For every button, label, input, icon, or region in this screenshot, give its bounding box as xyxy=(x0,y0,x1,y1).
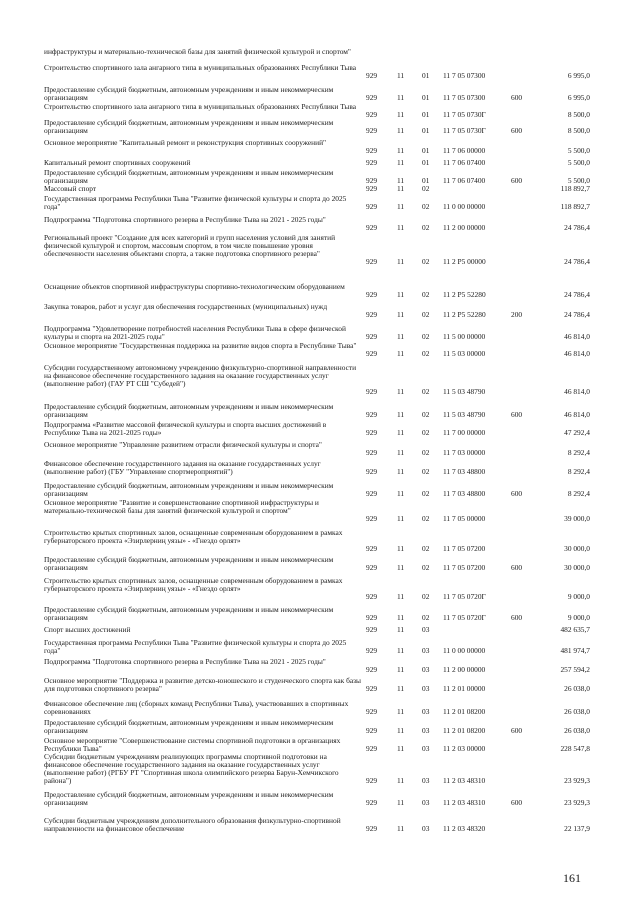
row-name: Строительство спортивного зала ангарного типа в муниципальных образованиях Республики Тыва xyxy=(44,102,357,111)
table-row xyxy=(0,626,639,634)
row-name: Предоставление субсидий бюджетным, автономным учреждениям и иным некоммерческим организациям xyxy=(44,168,334,186)
table-row xyxy=(0,119,639,135)
row-name: Государственная программа Республики Тыва "Развитие физической культуры и спорта до 2025 года" xyxy=(44,194,347,212)
expense-type-code: 600 xyxy=(511,176,523,185)
subsection-code: 01 xyxy=(422,93,430,102)
admin-code: 929 xyxy=(366,665,378,674)
section-code: 11 xyxy=(397,71,405,80)
row-name: Субсидии бюджетным учреждениям дополнительного образования физкультурно-спортивной направленности на финансовое обеспечение xyxy=(44,816,341,834)
subsection-code: 02 xyxy=(422,467,430,476)
section-code: 11 xyxy=(397,744,405,753)
admin-code: 929 xyxy=(366,684,378,693)
expense-type-code: 600 xyxy=(511,798,523,807)
amount: 118 892,7 xyxy=(560,184,590,193)
admin-code: 929 xyxy=(366,290,378,299)
section-code: 11 xyxy=(397,223,405,232)
subsection-code: 02 xyxy=(422,613,430,622)
table-row xyxy=(0,482,639,498)
subsection-code: 02 xyxy=(422,544,430,553)
subsection-code: 03 xyxy=(422,707,430,716)
subsection-code: 03 xyxy=(422,776,430,785)
admin-code: 929 xyxy=(366,387,378,396)
table-row xyxy=(0,169,639,185)
section-code: 11 xyxy=(397,489,405,498)
target-article-code: 11 7 05 0730Г xyxy=(443,110,486,119)
amount: 482 635,7 xyxy=(560,625,590,634)
table-row xyxy=(0,159,639,167)
target-article-code: 11 2 01 00000 xyxy=(443,684,486,693)
section-code: 11 xyxy=(397,349,405,358)
section-code: 11 xyxy=(397,563,405,572)
table-row xyxy=(0,719,639,735)
subsection-code: 02 xyxy=(422,489,430,498)
admin-code: 929 xyxy=(366,824,378,833)
section-code: 11 xyxy=(397,625,405,634)
admin-code: 929 xyxy=(366,514,378,523)
row-name: Подпрограмма "Удовлетворение потребностей населения Республики Тыва в сфере физической культуры и спорта на 2021-2025 годы" xyxy=(44,324,346,342)
admin-code: 929 xyxy=(366,798,378,807)
row-name: Субсидии государственному автономному учреждению физкультурно-спортивной направленности на финансовое обеспечение государственного задания на оказание государственных услуг (выполнение работ) (ГАУ РТ СШ "Субедей") xyxy=(44,363,357,389)
table-row xyxy=(0,577,639,601)
table-row xyxy=(0,556,639,572)
amount: 9 000,0 xyxy=(567,613,590,622)
section-code: 11 xyxy=(397,824,405,833)
admin-code: 929 xyxy=(366,71,378,80)
target-article-code: 11 7 05 07200 xyxy=(443,544,486,553)
section-code: 11 xyxy=(397,202,405,211)
amount: 24 786,4 xyxy=(564,223,590,232)
admin-code: 929 xyxy=(366,158,378,167)
subsection-code: 02 xyxy=(422,184,430,193)
table-row xyxy=(0,283,639,299)
amount: 46 814,0 xyxy=(564,349,590,358)
row-name: Предоставление субсидий бюджетным, автономным учреждениям и иным некоммерческим организациям xyxy=(44,85,334,103)
subsection-code: 02 xyxy=(422,257,430,266)
amount: 39 000,0 xyxy=(564,514,590,523)
row-name: Подпрограмма "Подготовка спортивного резерва в Республике Тыва на 2021 - 2025 годы" xyxy=(44,657,326,666)
amount: 8 292,4 xyxy=(567,448,590,457)
expense-type-code: 600 xyxy=(511,563,523,572)
admin-code: 929 xyxy=(366,93,378,102)
section-code: 11 xyxy=(397,110,405,119)
row-name: Региональный проект "Создание для всех категорий и групп населения условий для занятий физической культурой и спортом, массовым спортом, в том числе повышение уровня обеспеченности населения объектами спорта, а также подготовка спортивного резерва" xyxy=(44,233,336,259)
row-name: Предоставление субсидий бюджетным, автономным учреждениям и иным некоммерческим организациям xyxy=(44,402,334,420)
admin-code: 929 xyxy=(366,110,378,119)
amount: 118 892,7 xyxy=(560,202,590,211)
subsection-code: 01 xyxy=(422,71,430,80)
subsection-code: 01 xyxy=(422,176,430,185)
admin-code: 929 xyxy=(366,646,378,655)
table-row xyxy=(0,817,639,833)
section-code: 11 xyxy=(397,428,405,437)
amount: 23 929,3 xyxy=(564,798,590,807)
admin-code: 929 xyxy=(366,489,378,498)
target-article-code: 11 7 05 07300 xyxy=(443,71,486,80)
row-name: Основное мероприятие "Развитие и совершенствование спортивной инфраструктуры и материально-технической базы для занятий физической культурой и спортом" xyxy=(44,498,319,516)
subsection-code: 02 xyxy=(422,514,430,523)
amount: 23 929,3 xyxy=(564,776,590,785)
subsection-code: 03 xyxy=(422,646,430,655)
subsection-code: 03 xyxy=(422,726,430,735)
admin-code: 929 xyxy=(366,257,378,266)
section-code: 11 xyxy=(397,707,405,716)
amount: 22 137,9 xyxy=(564,824,590,833)
subsection-code: 02 xyxy=(422,349,430,358)
section-code: 11 xyxy=(397,146,405,155)
table-row xyxy=(0,441,639,457)
subsection-code: 02 xyxy=(422,387,430,396)
admin-code: 929 xyxy=(366,410,378,419)
amount: 24 786,4 xyxy=(564,290,590,299)
admin-code: 929 xyxy=(366,202,378,211)
admin-code: 929 xyxy=(366,349,378,358)
row-name: Строительство спортивного зала ангарного типа в муниципальных образованиях Республики Тыва xyxy=(44,63,357,72)
admin-code: 929 xyxy=(366,126,378,135)
table-row xyxy=(0,529,639,553)
table-row xyxy=(0,216,639,232)
table-row xyxy=(0,139,639,155)
section-code: 11 xyxy=(397,776,405,785)
expense-type-code: 200 xyxy=(511,310,523,319)
row-name: Капитальный ремонт спортивных сооружений xyxy=(44,158,191,167)
amount: 30 000,0 xyxy=(564,563,590,572)
table-row xyxy=(0,64,639,80)
subsection-code: 01 xyxy=(422,146,430,155)
row-name: Основное мероприятие "Управление развитием отрасли физической культуры и спорта" xyxy=(44,440,322,449)
section-code: 11 xyxy=(397,290,405,299)
subsection-code: 02 xyxy=(422,332,430,341)
amount: 26 038,0 xyxy=(564,726,590,735)
section-code: 11 xyxy=(397,684,405,693)
row-name: Оснащение объектов спортивной инфраструктуры спортивно-технологическим оборудованием xyxy=(44,282,345,291)
row-name: Предоставление субсидий бюджетным, автономным учреждениям и иным некоммерческим организациям xyxy=(44,481,334,499)
row-name: Государственная программа Республики Тыва "Развитие физической культуры и спорта до 2025 года" xyxy=(44,638,347,656)
amount: 5 500,0 xyxy=(567,176,590,185)
target-article-code: 11 7 05 00000 xyxy=(443,514,486,523)
table-row xyxy=(0,325,639,341)
target-article-code: 11 5 00 00000 xyxy=(443,332,486,341)
section-code: 11 xyxy=(397,726,405,735)
target-article-code: 11 7 03 00000 xyxy=(443,448,486,457)
expense-type-code: 600 xyxy=(511,410,523,419)
section-code: 11 xyxy=(397,467,405,476)
row-name: Закупка товаров, работ и услуг для обеспечения государственных (муниципальных) нужд xyxy=(44,302,328,311)
target-article-code: 11 2 03 48320 xyxy=(443,824,486,833)
subsection-code: 02 xyxy=(422,290,430,299)
section-code: 11 xyxy=(397,665,405,674)
target-article-code: 11 2 01 08200 xyxy=(443,707,486,716)
amount: 481 974,7 xyxy=(560,646,590,655)
row-name: Субсидии бюджетным учреждениям реализующих программы спортивной подготовки на финансовое обеспечение государственного задания на оказание государственных услуг (выполнение работ) (РГБУ РТ "Спортивная школа олимпийского резерва Барун-Хемчикского района") xyxy=(44,752,339,786)
subsection-code: 03 xyxy=(422,744,430,753)
row-name: Основное мероприятие "Капитальный ремонт и реконструкция спортивных сооружений" xyxy=(44,138,327,147)
table-row xyxy=(0,658,639,674)
admin-code: 929 xyxy=(366,592,378,601)
section-code: 11 xyxy=(397,126,405,135)
amount: 9 000,0 xyxy=(567,592,590,601)
row-name: Предоставление субсидий бюджетным, автономным учреждениям и иным некоммерческим организациям xyxy=(44,555,334,573)
row-name: Подпрограмма "Подготовка спортивного резерва в Республике Тыва на 2021 - 2025 годы" xyxy=(44,215,326,224)
row-name: Предоставление субсидий бюджетным, автономным учреждениям и иным некоммерческим организациям xyxy=(44,118,334,136)
admin-code: 929 xyxy=(366,613,378,622)
expense-type-code: 600 xyxy=(511,726,523,735)
subsection-code: 02 xyxy=(422,310,430,319)
amount: 5 500,0 xyxy=(567,146,590,155)
target-article-code: 11 2 00 00000 xyxy=(443,665,486,674)
subsection-code: 03 xyxy=(422,684,430,693)
subsection-code: 01 xyxy=(422,158,430,167)
target-article-code: 11 7 06 00000 xyxy=(443,146,486,155)
admin-code: 929 xyxy=(366,625,378,634)
table-row xyxy=(0,753,639,785)
amount: 6 995,0 xyxy=(567,71,590,80)
amount: 228 547,8 xyxy=(560,744,590,753)
subsection-code: 03 xyxy=(422,824,430,833)
table-row xyxy=(0,606,639,622)
section-code: 11 xyxy=(397,310,405,319)
admin-code: 929 xyxy=(366,223,378,232)
target-article-code: 11 0 00 00000 xyxy=(443,646,486,655)
target-article-code: 11 7 05 0720Г xyxy=(443,592,486,601)
amount: 46 814,0 xyxy=(564,410,590,419)
admin-code: 929 xyxy=(366,428,378,437)
section-code: 11 xyxy=(397,592,405,601)
amount: 8 500,0 xyxy=(567,126,590,135)
admin-code: 929 xyxy=(366,184,378,193)
amount: 5 500,0 xyxy=(567,158,590,167)
row-name: Основное мероприятие "Государственная поддержка на развитие видов спорта в Республике Тыва" xyxy=(44,341,357,350)
section-code: 11 xyxy=(397,184,405,193)
row-name: Основное мероприятие "Поддержка и развитие детско-юношеского и студенческого спорта как базы для подготовки спортивного резерва" xyxy=(44,676,362,694)
target-article-code: 11 7 03 48800 xyxy=(443,489,486,498)
table-row xyxy=(0,737,639,753)
target-article-code: 11 7 06 07400 xyxy=(443,176,486,185)
table-row xyxy=(0,342,639,358)
target-article-code: 11 7 05 0720Г xyxy=(443,613,486,622)
amount: 26 038,0 xyxy=(564,707,590,716)
section-code: 11 xyxy=(397,176,405,185)
admin-code: 929 xyxy=(366,176,378,185)
target-article-code: 11 2 P5 52280 xyxy=(443,290,486,299)
section-code: 11 xyxy=(397,613,405,622)
subsection-code: 02 xyxy=(422,410,430,419)
amount: 6 995,0 xyxy=(567,93,590,102)
subsection-code: 01 xyxy=(422,126,430,135)
target-article-code: 11 2 03 48310 xyxy=(443,798,486,807)
target-article-code: 11 7 03 48800 xyxy=(443,467,486,476)
expense-type-code: 600 xyxy=(511,93,523,102)
section-code: 11 xyxy=(397,158,405,167)
section-code: 11 xyxy=(397,93,405,102)
admin-code: 929 xyxy=(366,726,378,735)
amount: 24 786,4 xyxy=(564,310,590,319)
table-row xyxy=(0,195,639,211)
target-article-code: 11 0 00 00000 xyxy=(443,202,486,211)
table-row xyxy=(0,103,639,119)
section-code: 11 xyxy=(397,448,405,457)
target-article-code: 11 2 03 48310 xyxy=(443,776,486,785)
amount: 257 594,2 xyxy=(560,665,590,674)
row-name: Финансовое обеспечение государственного задания на оказание государственных услуг (выполнение работ) (ГБУ "Управление спортмероприятий") xyxy=(44,459,321,477)
section-code: 11 xyxy=(397,387,405,396)
section-code: 11 xyxy=(397,544,405,553)
target-article-code: 11 7 06 07400 xyxy=(443,158,486,167)
target-article-code: 11 2 03 00000 xyxy=(443,744,486,753)
admin-code: 929 xyxy=(366,146,378,155)
row-name: инфраструктуры и материально-технической базы для занятий физической культурой и спортом" xyxy=(44,47,351,56)
section-code: 11 xyxy=(397,257,405,266)
amount: 26 038,0 xyxy=(564,684,590,693)
target-article-code: 11 2 P5 00000 xyxy=(443,257,486,266)
amount: 8 292,4 xyxy=(567,467,590,476)
amount: 46 814,0 xyxy=(564,387,590,396)
admin-code: 929 xyxy=(366,332,378,341)
row-name: Финансовое обеспечение лиц (сборных команд Республики Тыва), участвовавших в спортивных соревнованиях xyxy=(44,699,349,717)
target-article-code: 11 7 05 0730Г xyxy=(443,126,486,135)
target-article-code: 11 2 01 08200 xyxy=(443,726,486,735)
amount: 24 786,4 xyxy=(564,257,590,266)
row-name: Массовый спорт xyxy=(44,184,97,193)
expense-type-code: 600 xyxy=(511,126,523,135)
section-code: 11 xyxy=(397,798,405,807)
section-code: 11 xyxy=(397,332,405,341)
admin-code: 929 xyxy=(366,563,378,572)
row-name: Подпрограмма «Развитие массовой физической культуры и спорта высших достижений в Республике Тыва на 2021-2025 годы» xyxy=(44,420,327,438)
row-name: Предоставление субсидий бюджетным, автономным учреждениям и иным некоммерческим организациям xyxy=(44,718,334,736)
table-row xyxy=(0,185,639,193)
table-row xyxy=(0,639,639,655)
table-row xyxy=(0,499,639,523)
table-row xyxy=(0,303,639,319)
target-article-code: 11 2 P5 52280 xyxy=(443,310,486,319)
admin-code: 929 xyxy=(366,544,378,553)
subsection-code: 03 xyxy=(422,798,430,807)
row-name: Строительство крытых спортивных залов, оснащенные современным оборудованием в рамках губернаторского проекта «Эзирлерниң уязы» - «Гнездо орлят» xyxy=(44,528,343,546)
amount: 47 292,4 xyxy=(564,428,590,437)
admin-code: 929 xyxy=(366,467,378,476)
target-article-code: 11 5 03 48790 xyxy=(443,387,486,396)
row-name: Основное мероприятие "Совершенствование системы спортивной подготовки в организациях Республики Тыва" xyxy=(44,736,341,754)
table-row xyxy=(0,234,639,266)
expense-type-code: 600 xyxy=(511,489,523,498)
target-article-code: 11 7 00 00000 xyxy=(443,428,486,437)
amount: 8 292,4 xyxy=(567,489,590,498)
target-article-code: 11 7 05 07200 xyxy=(443,563,486,572)
subsection-code: 01 xyxy=(422,110,430,119)
target-article-code: 11 2 00 00000 xyxy=(443,223,486,232)
section-code: 11 xyxy=(397,646,405,655)
table-row xyxy=(0,364,639,396)
subsection-code: 02 xyxy=(422,202,430,211)
admin-code: 929 xyxy=(366,776,378,785)
admin-code: 929 xyxy=(366,744,378,753)
admin-code: 929 xyxy=(366,310,378,319)
table-row xyxy=(0,403,639,419)
subsection-code: 03 xyxy=(422,625,430,634)
target-article-code: 11 5 03 48790 xyxy=(443,410,486,419)
target-article-code: 11 7 05 07300 xyxy=(443,93,486,102)
subsection-code: 02 xyxy=(422,448,430,457)
table-row xyxy=(0,48,639,64)
subsection-code: 03 xyxy=(422,665,430,674)
expense-type-code: 600 xyxy=(511,613,523,622)
admin-code: 929 xyxy=(366,707,378,716)
subsection-code: 02 xyxy=(422,592,430,601)
amount: 46 814,0 xyxy=(564,332,590,341)
amount: 30 000,0 xyxy=(564,544,590,553)
table-row xyxy=(0,421,639,437)
subsection-code: 02 xyxy=(422,428,430,437)
admin-code: 929 xyxy=(366,448,378,457)
row-name: Строительство крытых спортивных залов, оснащенные современным оборудованием в рамках губернаторского проекта «Эзирлерниң уязы» - «Гнездо орлят» xyxy=(44,576,343,594)
section-code: 11 xyxy=(397,410,405,419)
table-row xyxy=(0,791,639,807)
table-row xyxy=(0,677,639,693)
table-row xyxy=(0,460,639,476)
section-code: 11 xyxy=(397,514,405,523)
page-number: 161 xyxy=(563,871,581,885)
row-name: Предоставление субсидий бюджетным, автономным учреждениям и иным некоммерческим организациям xyxy=(44,790,334,808)
subsection-code: 02 xyxy=(422,223,430,232)
row-name: Спорт высших достижений xyxy=(44,625,131,634)
amount: 8 500,0 xyxy=(567,110,590,119)
subsection-code: 02 xyxy=(422,563,430,572)
table-row xyxy=(0,86,639,102)
target-article-code: 11 5 03 00000 xyxy=(443,349,486,358)
table-row xyxy=(0,700,639,716)
row-name: Предоставление субсидий бюджетным, автономным учреждениям и иным некоммерческим организациям xyxy=(44,605,334,623)
